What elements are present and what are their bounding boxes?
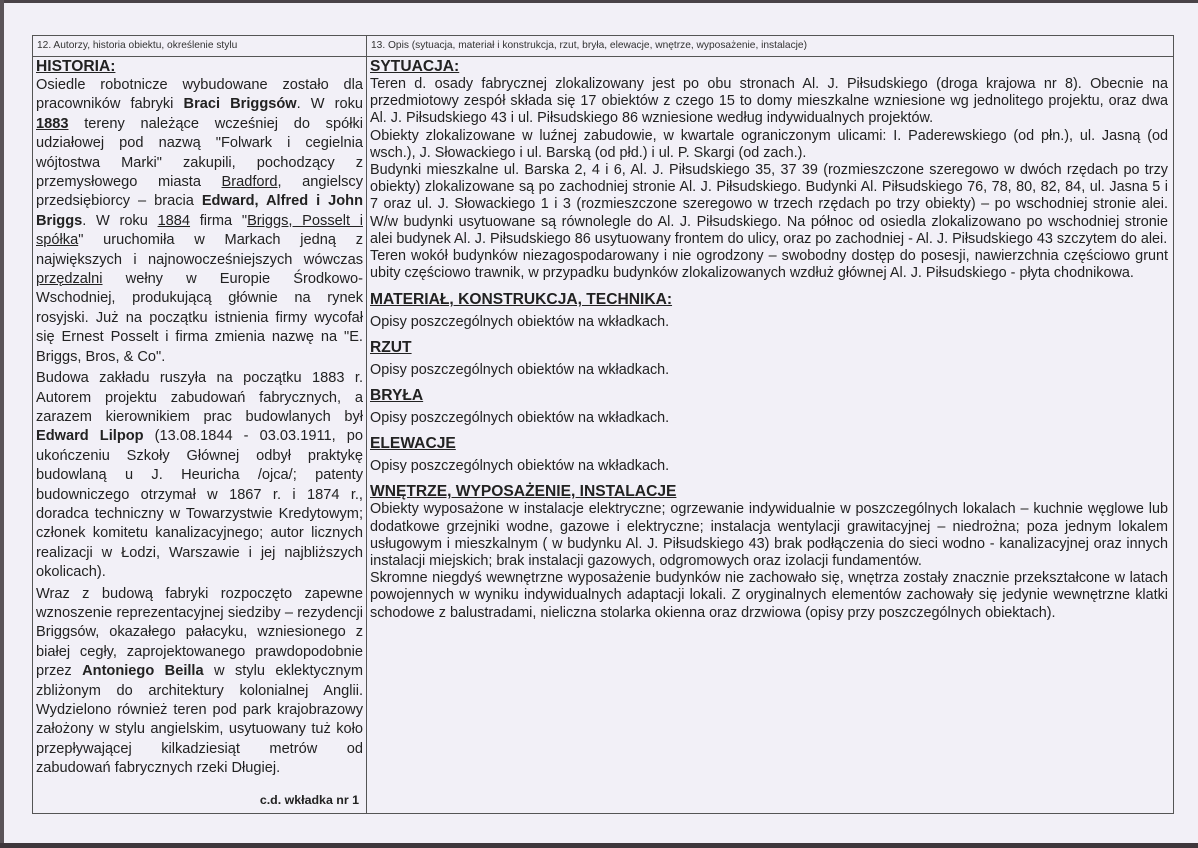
scan-edge-left: [0, 0, 4, 848]
header-authors-history-style: 12. Autorzy, historia obiektu, określenie stylu: [37, 40, 238, 51]
sytuacja-paragraph-4: Teren wokół budynków niezagospodarowany i nie ogrodzony – swobodny dostęp do posesji, nawierzchnia częściowo grunt ubity częściowo trawnik, w przypadku budynków zlokalizowanych wzdłuż głównej Al. J. Piłsudskiego - płyta chodnikowa.: [370, 248, 1168, 282]
history-column: [36, 58, 363, 813]
section-title-historia: HISTORIA:: [36, 58, 116, 75]
scan-edge-bottom: [0, 843, 1198, 848]
continuation-note: c.d. wkładka nr 1: [259, 793, 359, 807]
sytuacja-paragraph-3: Budynki mieszkalne ul. Barska 2, 4 i 6, Al. J. Piłsudskiego 35, 37 39 (rozmieszczone szeregowo w dwóch rzędach po trzy obiekty) zlokalizowane są po zachodniej stronie Al. J. Piłsudskiego. Budynki Al. Piłsudskiego 76, 78, 80, 82, 84, ul. Jasna 5 i 7 oraz ul. J. Słowackiego 1 i 3 (rozmieszczone szeregowo w trzech rzędach po trzy obiekty) – po wschodniej stronie alei. W/w budynki usytuowane są równolegle do Al. J. Piłsudskiego. Na północ od osiedla zlokalizowano po wschodniej stronie alei budynek Al. J. Piłsudskiego 86 usytuowany frontem do ulicy, oraz po zachodniej - Al. J. Piłsudskiego 43 szczytem do alei.: [370, 162, 1168, 247]
historia-paragraph-1: Osiedle robotnicze wybudowane zostało dla pracowników fabryki Braci Briggsów. W roku 1883 tereny należące wcześniej do spółki udziałowej pod nazwą "Folwark i cegielnia wójtostwa Marki" zakupili, pochodzący z przemysłowego miasta Bradford, angielscy przedsiębiorcy – bracia Edward, Alfred i John Briggs. W roku 1884 firma "Briggs, Posselt i spółka" uruchomiła w Markach jedną z największych i najnowocześniejszych wówczas przędzalni wełny w Europie Środkowo-Wschodniej, produkującą głównie na rynek rosyjski. Już na początku istnienia firmy wycofał się Ernest Posselt i firma zmienia nazwę na "E. Briggs, Bros, & Co".: [36, 77, 364, 365]
description-column: [370, 58, 1168, 813]
rzut-text: Opisy poszczególnych obiektów na wkładkach.: [370, 362, 670, 379]
header-row: [33, 36, 1173, 57]
historia-paragraph-3: Wraz z budową fabryki rozpoczęto zapewne wznoszenie reprezentacyjnej siedziby – rezydencji Briggsów, okazałego pałacyku, wzniesionego z białej cegły, zaprojektowanego prawdopodobnie przez Antoniego Beilla w stylu eklektycznym zbliżonym do architektury kolonialnej Anglii. Wydzielono również teren pod park krajobrazowy założony w stylu angielskim, usytuowany tuż koło przepływającej kilkadziesiąt metrów od zabudowań fabrycznych rzeki Długiej.: [36, 585, 363, 777]
section-title-rzut: RZUT: [370, 339, 412, 357]
column-divider: [366, 36, 367, 813]
header-description: 13. Opis (sytuacja, materiał i konstrukcja, rzut, bryła, elewacje, wnętrze, wyposażenie, instalacje): [371, 40, 807, 51]
material-text: Opisy poszczególnych obiektów na wkładkach.: [370, 314, 670, 331]
sytuacja-paragraph-1: Teren d. osady fabrycznej zlokalizowany jest po obu stronach Al. J. Piłsudskiego (droga krajowa nr 8). Obecnie na przedmiotowy zespół składa się 17 obiektów z czego 15 to domy mieszkalne wzniesione wg jednolitego projektu, oraz dwa Al. J. Piłsudskiego 43 i ul. Piłsudskiego 86 wzniesione według indywidualnych projektów.: [370, 76, 1168, 127]
wnetrze-paragraph-2: Skromne niegdyś wewnętrzne wyposażenie budynków nie zachowało się, wnętrza zostały znacznie przekształcone w latach powojennych w wyniku indywidualnych adaptacji lokali. Z oryginalnych elementów zachowały się jedynie wewnętrzne klatki schodowe z balustradami, nieliczna stolarka okienna oraz drzwiowa (opisy przy poszczególnych obiektach).: [370, 570, 1168, 621]
bryla-text: Opisy poszczególnych obiektów na wkładkach.: [370, 410, 670, 427]
section-title-bryla: BRYŁA: [370, 387, 424, 405]
historia-paragraph-2: Budowa zakładu ruszyła na początku 1883 r. Autorem projektu zabudowań fabrycznych, a zarazem kierownikiem prac budowlanych był Edward Lilpop (13.08.1844 - 03.03.1911, po ukończeniu Szkoły Głównej odbył praktykę budowlaną u J. Heuricha /ojca/; patenty budowniczego otrzymał w 1867 r. i 1874 r., doradca techniczny w Towarzystwie Kredytowym; członek komitetu kanalizacyjnego; autor licznych realizacji w Łodzi, Warszawie i jej najbliższych okolicach).: [36, 370, 363, 581]
section-title-wnetrze: WNĘTRZE, WYPOSAŻENIE, INSTALACJE: [370, 483, 677, 501]
section-title-material: MATERIAŁ, KONSTRUKCJA, TECHNIKA:: [370, 291, 673, 309]
sytuacja-paragraph-2: Obiekty zlokalizowane w luźnej zabudowie, w kwartale ograniczonym ulicami: I. Paderewskiego (od płn.), ul. Jasną (od wsch.), J. Słowackiego i ul. Barską (od płd.) i ul. P. Skargi (od zach.).: [370, 127, 1168, 161]
elewacje-text: Opisy poszczególnych obiektów na wkładkach.: [370, 458, 670, 475]
scan-edge-top: [0, 0, 1198, 3]
wnetrze-paragraph-1: Obiekty wyposażone w instalacje elektryczne; ogrzewanie indywidualnie w poszczególnych lokalach – kuchnie węglowe lub dodatkowe grzejniki wodne, gazowe i elektryczne; instalacja wentylacji grawitacyjnej – niedrożna; poza jednym lokalem usługowym i mieszkalnym ( w budynku Al. J. Piłsudskiego 43) brak podłączenia do sieci wodno - kanalizacyjnej oraz innych instalacji miejskich; brak instalacji gazowych, odgromowych oraz izolacji fundamentów.: [370, 501, 1168, 570]
section-title-elewacje: ELEWACJE: [370, 435, 456, 453]
record-card-table: [32, 35, 1174, 814]
section-title-sytuacja: SYTUACJA:: [370, 58, 460, 75]
